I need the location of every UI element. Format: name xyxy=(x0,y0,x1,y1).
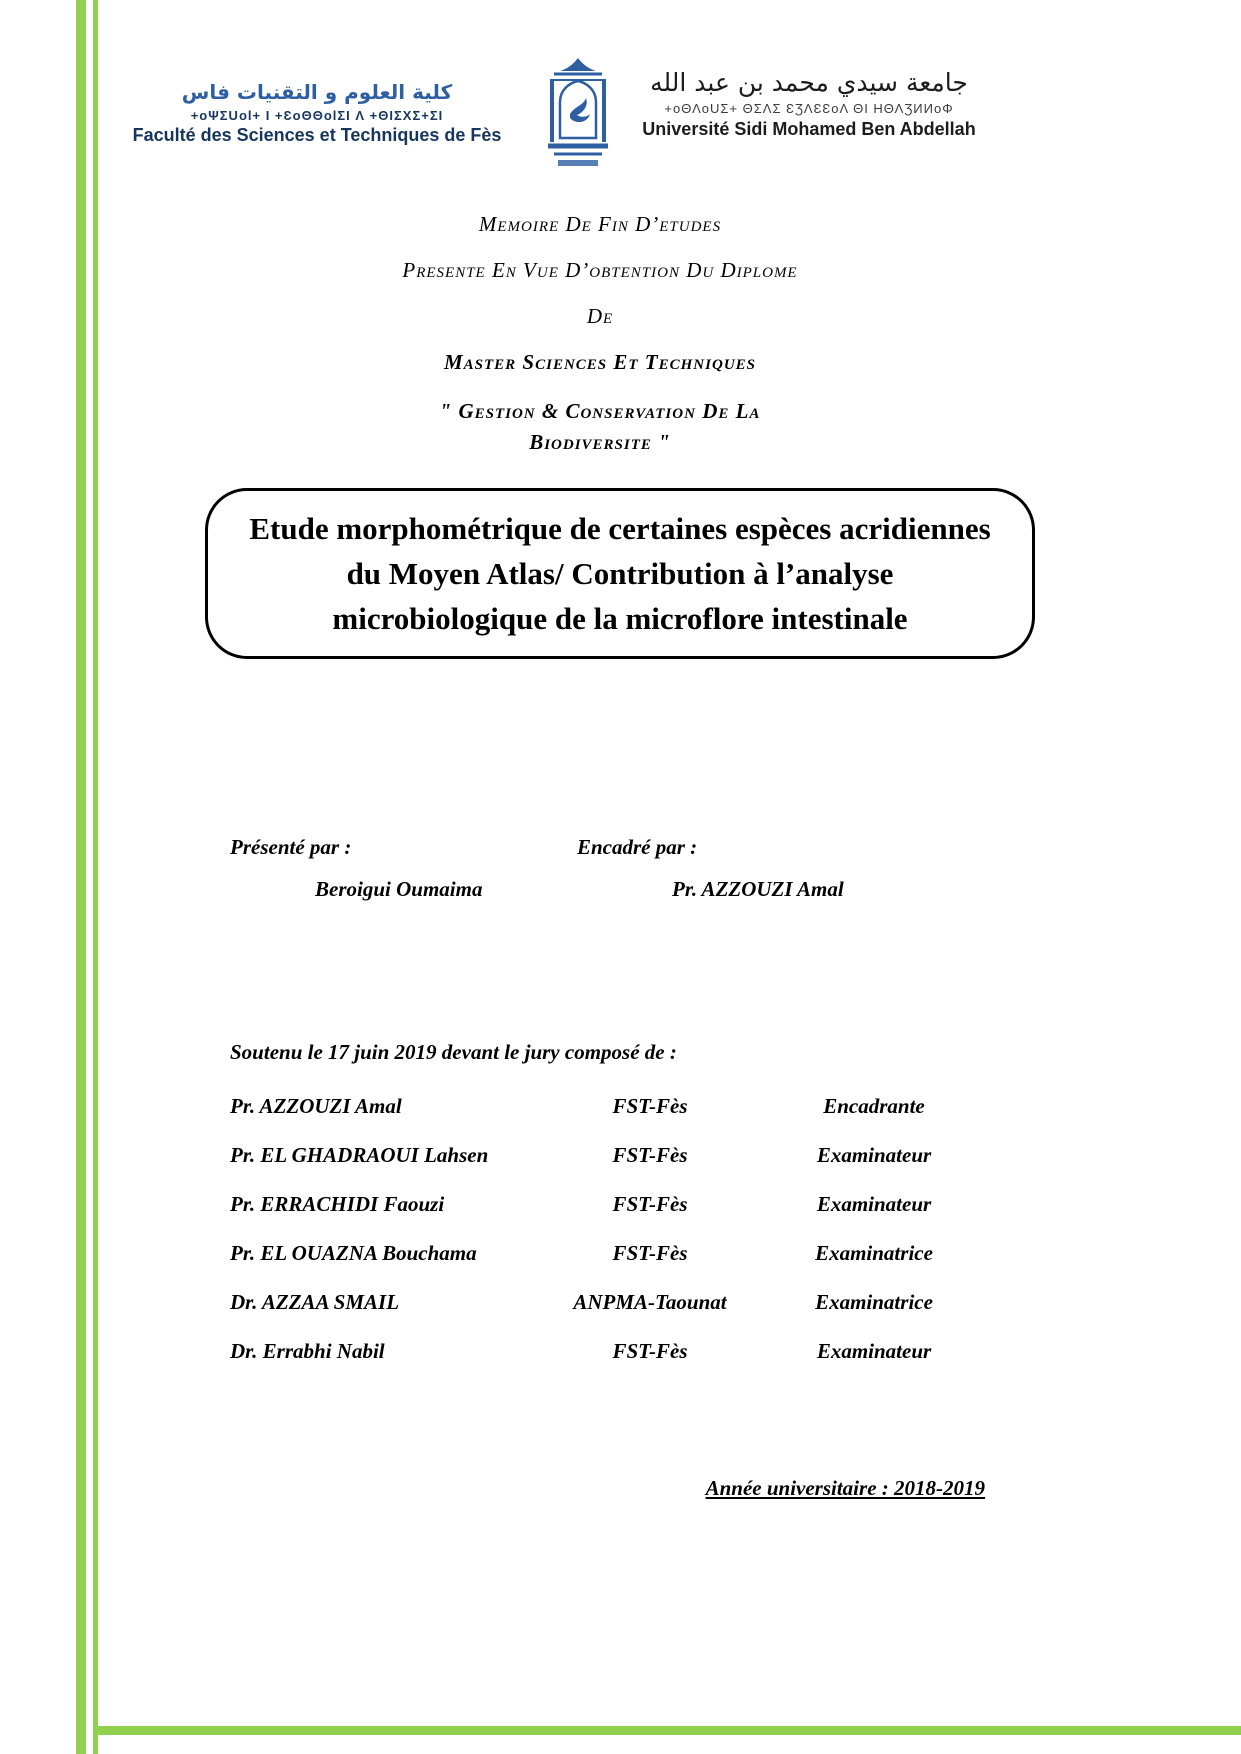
jury-table xyxy=(230,1082,986,1376)
faculty-logo-block xyxy=(116,80,518,146)
intro-line-speciality: " Gestion & Conservation De La Biodiversite " xyxy=(439,399,761,454)
jury-member-role: Examinateur xyxy=(816,1339,932,1363)
university-name-tifinagh: +oΘΛoUΣ+ ΘΣΛΣ ƐƷΛƐƐoΛ ΘI ΗΘΛƷИИoΦ xyxy=(664,101,954,116)
intro-line-master: Master Sciences Et Techniques xyxy=(443,350,756,374)
thesis-title: Etude morphométrique de certaines espèces acridiennes du Moyen Atlas/ Contribution à l’analyse microbiologique de la microflore intestinale xyxy=(249,511,991,636)
jury-member-role: Examinateur xyxy=(816,1143,932,1167)
faculty-name-tifinagh: +oΨΣUol+ I +ƐoΘΘolΣI Λ +ΘIΣXΣ+ΣI xyxy=(190,108,444,123)
jury-member-name: Dr. Errabhi Nabil xyxy=(230,1339,385,1363)
jury-row xyxy=(230,1229,986,1278)
jury-member-name: Pr. EL OUAZNA Bouchama xyxy=(230,1241,477,1265)
jury-member-role: Examinatrice xyxy=(815,1290,933,1314)
jury-row xyxy=(230,1082,986,1131)
jury-row xyxy=(230,1327,986,1376)
left-accent-bar-inner xyxy=(93,0,98,1754)
jury-member-institution: ANPMA-Taounat xyxy=(573,1290,727,1314)
jury-member-institution: FST-Fès xyxy=(612,1192,688,1216)
jury-member-name: Dr. AZZAA SMAIL xyxy=(230,1290,400,1314)
university-logo-block xyxy=(636,68,982,140)
jury-member-role: Examinateur xyxy=(816,1192,932,1216)
jury-member-institution: FST-Fès xyxy=(612,1241,688,1265)
university-name-french: Université Sidi Mohamed Ben Abdellah xyxy=(642,119,976,139)
jury-member-role: Examinatrice xyxy=(815,1241,933,1265)
diploma-intro-block xyxy=(120,212,1080,458)
jury-member-name: Pr. ERRACHIDI Faouzi xyxy=(230,1192,445,1216)
jury-member-institution: FST-Fès xyxy=(612,1339,688,1363)
thesis-title-box xyxy=(205,488,1035,659)
presented-by-label: Présenté par : xyxy=(230,835,352,859)
bottom-accent-bar xyxy=(93,1726,1241,1735)
jury-row xyxy=(230,1131,986,1180)
intro-line-presente: Presente En Vue D’obtention Du Diplome xyxy=(402,258,798,282)
university-name-arabic: جامعة سيدي محمد بن عبد الله xyxy=(650,68,968,97)
university-emblem-icon xyxy=(532,56,624,174)
jury-member-institution: FST-Fès xyxy=(612,1094,688,1118)
left-accent-bar-outer xyxy=(76,0,86,1754)
academic-year: Année universitaire : 2018-2019 xyxy=(705,1476,985,1500)
intro-line-memoire: Memoire De Fin D’etudes xyxy=(478,212,722,236)
supervisor-name: Pr. AZZOUZI Amal xyxy=(672,877,844,901)
defense-intro-line: Soutenu le 17 juin 2019 devant le jury composé de : xyxy=(230,1040,677,1064)
jury-row xyxy=(230,1278,986,1327)
intro-line-de: De xyxy=(586,304,614,328)
faculty-name-arabic: كلية العلوم و التقنيات فاس xyxy=(181,80,453,104)
jury-row xyxy=(230,1180,986,1229)
supervised-by-label: Encadré par : xyxy=(577,835,698,859)
faculty-name-french: Faculté des Sciences et Techniques de Fès xyxy=(132,125,502,145)
jury-member-institution: FST-Fès xyxy=(612,1143,688,1167)
author-name: Beroigui Oumaima xyxy=(315,877,483,901)
jury-member-name: Pr. AZZOUZI Amal xyxy=(230,1094,402,1118)
jury-member-role: Encadrante xyxy=(823,1094,925,1118)
jury-member-name: Pr. EL GHADRAOUI Lahsen xyxy=(230,1143,489,1167)
